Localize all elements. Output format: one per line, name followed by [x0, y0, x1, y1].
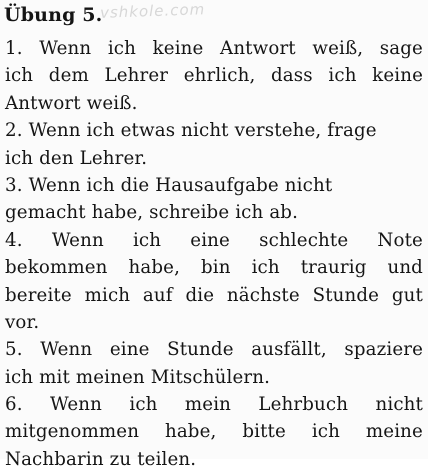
word: frage: [327, 120, 377, 142]
text-line: [5, 172, 423, 199]
word: bekommen: [5, 257, 108, 279]
word: Stunde: [312, 284, 380, 306]
word: den: [39, 147, 74, 169]
word: Mitschülern.: [150, 366, 270, 388]
word: ausfällt,: [251, 339, 327, 361]
text-line: [5, 145, 423, 172]
word: ich: [107, 38, 137, 59]
word: ich: [311, 421, 340, 443]
word: 2.: [5, 120, 23, 142]
word: 6.: [5, 394, 23, 416]
word: Hausaufgabe: [155, 174, 279, 196]
word: etwas: [120, 120, 176, 142]
watermark: vshkole.com: [99, 0, 206, 22]
word: 1.: [5, 38, 23, 59]
word: und: [387, 257, 423, 279]
word: ich: [86, 120, 115, 142]
word: keine: [372, 65, 423, 87]
word: eine: [109, 339, 150, 361]
word: nicht: [181, 120, 229, 142]
word: dass: [271, 65, 313, 87]
word: ich: [251, 257, 280, 279]
word: ich: [129, 394, 158, 416]
word: weiß,: [312, 38, 364, 59]
word: die: [120, 174, 150, 196]
word: weiß.: [86, 92, 138, 114]
word: traurig: [300, 257, 367, 279]
word: meinen: [75, 366, 145, 388]
word: Antwort: [5, 92, 81, 114]
word: nächste: [226, 284, 300, 306]
word: zu: [109, 448, 132, 470]
word: Antwort: [220, 38, 296, 59]
word: bin: [200, 257, 231, 279]
word: ich: [5, 366, 34, 388]
word: vor.: [5, 311, 40, 333]
word: nicht: [284, 174, 333, 196]
word: gemacht: [5, 202, 86, 224]
word: Wenn: [40, 339, 93, 361]
text-line: [5, 282, 423, 309]
word: 4.: [5, 229, 23, 251]
word: teilen.: [137, 448, 197, 470]
word: Note: [377, 229, 423, 251]
text-line: [5, 199, 423, 226]
text-line: [5, 90, 423, 117]
word: eine: [190, 229, 230, 251]
word: gut: [391, 284, 423, 306]
text-line: [5, 418, 423, 445]
word: habe,: [128, 257, 181, 279]
word: verstehe,: [234, 120, 322, 142]
word: schreibe: [149, 202, 230, 224]
word: Wenn: [50, 394, 103, 416]
text-line: [5, 35, 423, 62]
word: mich: [84, 284, 131, 306]
word: dem: [48, 65, 89, 87]
text-line: [5, 254, 423, 281]
text-line: [5, 391, 423, 418]
word: Stunde: [167, 339, 234, 361]
text-line: [5, 117, 423, 144]
word: Wenn: [39, 38, 92, 59]
word: Lehrer.: [79, 147, 148, 169]
word: ehrlich,: [183, 65, 256, 87]
word: 5.: [5, 339, 23, 361]
word: ich: [5, 65, 34, 87]
word: Lehrbuch: [258, 394, 349, 416]
text-line: [5, 364, 423, 391]
word: Wenn: [51, 229, 104, 251]
word: mit: [39, 366, 70, 388]
word: habe,: [164, 421, 217, 443]
word: ich: [328, 65, 357, 87]
text-line: [5, 62, 423, 89]
word: ich: [235, 202, 264, 224]
word: Wenn: [28, 174, 81, 196]
word: Lehrer: [104, 65, 169, 87]
word: mitgenommen: [5, 421, 140, 443]
word: keine: [152, 38, 204, 59]
word: ab.: [269, 202, 299, 224]
word: meine: [365, 421, 423, 443]
word: habe,: [91, 202, 144, 224]
text-line: [5, 309, 423, 336]
word: bitte: [242, 421, 286, 443]
word: ich: [86, 174, 115, 196]
word: ich: [5, 147, 34, 169]
word: auf: [142, 284, 173, 306]
text-line: [5, 446, 423, 473]
word: mein: [184, 394, 232, 416]
word: nicht: [375, 394, 423, 416]
word: spaziere: [344, 339, 423, 361]
word: Nachbarin: [5, 448, 104, 470]
word: bereite: [5, 284, 72, 306]
exercise-text: [5, 35, 423, 473]
text-line: [5, 336, 423, 363]
text-line: [5, 227, 423, 254]
word: sage: [379, 38, 423, 59]
word: 3.: [5, 174, 23, 196]
word: die: [185, 284, 215, 306]
exercise-title: Übung 5.: [4, 4, 103, 26]
word: schlechte: [259, 229, 349, 251]
word: Wenn: [28, 120, 81, 142]
word: ich: [132, 229, 162, 251]
